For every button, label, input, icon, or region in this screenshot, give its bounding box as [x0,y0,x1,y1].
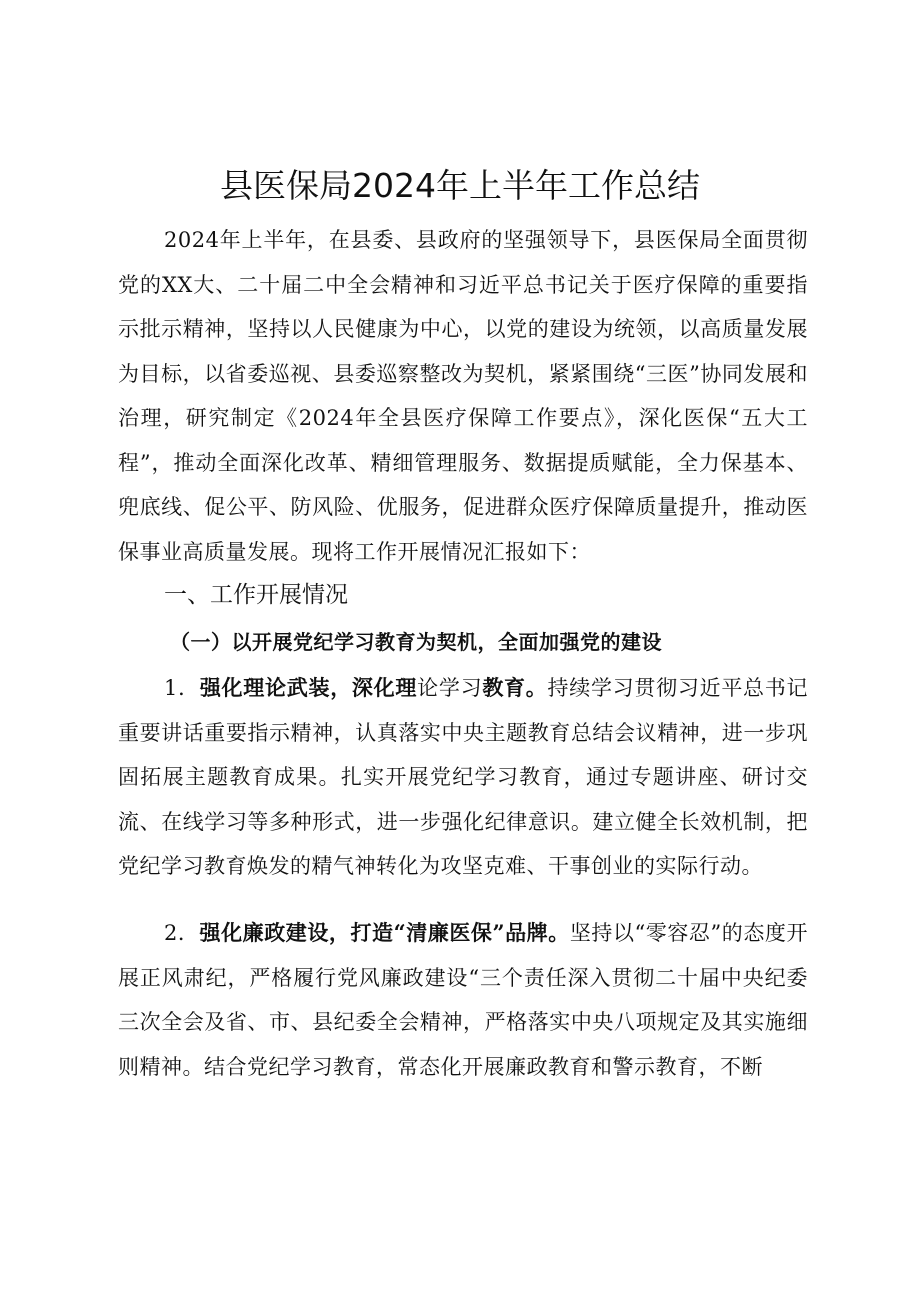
item-1-number: 1． [164,676,200,700]
item-2-lead-bold: 强化廉政建设，打造“清廉医保”品牌。 [199,920,570,945]
item-1-lead-normal: 论学习 [417,676,483,700]
item-2-paragraph [118,911,808,1089]
item-1-lead-bold: 强化理论武装，深化理 [199,675,418,700]
item-1-lead-bold-2: 教育。 [482,675,548,700]
item-1-text: 持续学习贯彻习近平总书记重要讲话重要指示精神，认真落实中央主题教育总结会议精神，进一步巩固拓展主题教育成果。扎实开展党纪学习教育，通过专题讲座、研讨交流、在线学习等多种形式，进一步强化纪律意识。建立健全长效机制，把党纪学习教育焕发的精气神转化为攻坚克难、干事创业的实际行动。 [118,676,809,878]
item-2-number: 2． [164,921,200,945]
intro-paragraph: 2024年上半年，在县委、县政府的坚强领导下，县医保局全面贯彻党的XX大、二十届二中全会精神和习近平总书记关于医疗保障的重要指示批示精神，坚持以人民健康为中心，以党的建设为统领，以高质量发展为目标，以省委巡视、县委巡察整改为契机，紧紧围绕“三医”协同发展和治理，研究制定《2024年全县医疗保障工作要点》，深化医保“五大工程”，推动全面深化改革、精细管理服务、数据提质赋能，全力保基本、兜底线、促公平、防风险、优服务，促进群众医疗保障质量提升，推动医保事业高质量发展。现将工作开展情况汇报如下： [118,228,808,564]
item-2-text: 坚持以“零容忍”的态度开展正风肃纪，严格履行党风廉政建设“三个责任深入贯彻二十届中央纪委三次全会及省、市、县纪委全会精神，严格落实中央八项规定及其实施细则精神。结合党纪学习教育，常态化开展廉政教育和警示教育，不断 [118,921,808,1079]
item-1-paragraph [118,666,808,889]
section-heading: 一、工作开展情况 [164,582,348,608]
subsection-heading: （一）以开展党纪学习教育为契机，全面加强党的建设 [170,630,662,654]
document-title: 县医保局2024年上半年工作总结 [220,166,700,205]
